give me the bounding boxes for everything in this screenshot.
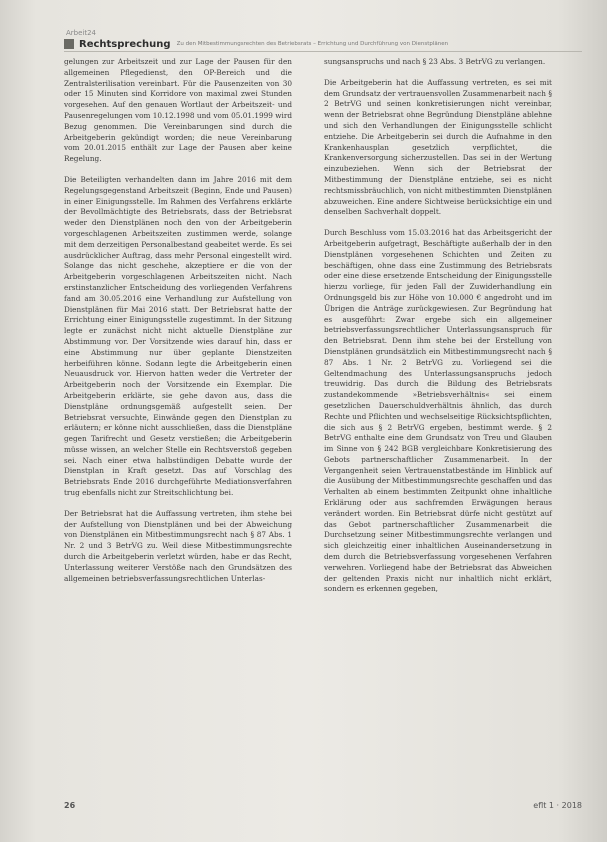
issue-label: eflt 1 · 2018 bbox=[533, 801, 582, 810]
paragraph: Die Arbeitgeberin hat die Auffassung vertreten, es sei mit dem Grundsatz der vertrauensvollen Zusammenarbeit nach § 2 BetrVG und seinen konkretisierungen nicht vereinbar, wenn der Betriebsrat ohne Begründung Dienstpläne ablehne und sich den Verhandlungen der Einigungsstelle schlicht entziehe. Die Arbeitgeberin sei durch die Aufnahme in den Krankenhausplan gesetzlich verpflichtet, die Krankenversorgung sicherzustellen. Das sei in der Wertung einzubeziehen. Wenn sich der Betriebsrat der Mitbestimmung der Dienstpläne entziehe, sei es nicht rechtsmissbräuchlich, von nicht mitbestimmten Dienstplänen abzuweichen. Eine andere Sichtweise berücksichtige ein und denselben Sachverhalt doppelt. bbox=[324, 77, 552, 217]
running-header bbox=[64, 37, 582, 52]
paragraph: Durch Beschluss vom 15.03.2016 hat das Arbeitsgericht der Arbeitgeberin aufgetragt, Beschäftigte außerhalb der in den Dienstplänen vorgesehenen Schichten und Zeiten zu beschäftigen, ohne dass eine Zustimmung des Betriebsrats oder eine diese ersetzende Entscheidung der Einigungsstelle hierzu vorliege, für jeden Fall der Zuwiderhandlung ein Ordnungsgeld bis zur Höhe von 10.000 € angedroht und im Übrigen die Anträge zurückgewiesen. Zur Begründung hat es ausgeführt: Zwar ergebe sich ein allgemeiner betriebsverfassungsrechtlicher Unterlassungsanspruch für den Betriebsrat. Denn ihm stehe bei der Erstellung von Dienstplänen grundsätzlich ein Mitbestimmungsrecht nach § 87 Abs. 1 Nr. 2 BetrVG zu. Vorliegend sei die Geltendmachung des Unterlassungsanspruchs jedoch treuwidrig. Das durch die Bildung des Betriebsrats zustandekommende »Betriebsverhältnis« sei einem gesetzlichen Dauerschuldverhältnis ähnlich, das durch Rechte und Pflichten und wechselseitige Rücksichtspflichten, die sich aus § 2 BetrVG ergeben, bestimmt werde. § 2 BetrVG enthalte eine dem Grundsatz von Treu und Glauben im Sinne von § 242 BGB vergleichbare Konkretisierung des Gebots partnerschaftlicher Zusammenarbeit. In der Vergangenheit seien Vertrauenstatbestände im Hinblick auf die Ausübung der Mitbestimmungsrechte geschaffen und das Verhalten ab einem bestimmten Zeitpunkt ohne inhaltliche Erklärung oder aus sachfremden Erwägungen heraus verändert worden. Ein Betriebsrat dürfe nicht gestützt auf das Gebot partnerschaftlicher Zusammenarbeit die Durchsetzung seiner Mitbestimmungsrechte verlangen und sich gleichzeitig einer inhaltlichen Auseinandersetzung in dem durch die Betriebsverfassung vorgesehenen Verfahren verwehren. Vorliegend habe der Betriebsrat das Abweichen der geltenden Praxis nicht nur inhaltlich nicht erklärt, sondern es erkennen gegeben, bbox=[324, 228, 553, 594]
right-column bbox=[324, 57, 552, 605]
paragraph: gelungen zur Arbeitszeit und zur Lage der Pausen für den allgemeinen Pflegedienst, den OP-Bereich und die Zentralsterilisation vereinbart. Für die Pausenzeiten von 30 oder 15 Minuten sind Korridore von maximal zwei Stunden vorgesehen. Auf den genauen Wortlaut der Arbeitszeit- und Pausenregelungen vom 10.12.1998 und vom 05.01.1999 wird Bezug genommen. Die Vereinbarungen sind durch die Arbeitgeberin gekündigt worden; die neue Vereinbarung vom 20.01.2015 enthält zur Lage der Pausen aber keine Regelung. bbox=[64, 57, 292, 164]
page-number: 26 bbox=[64, 801, 76, 810]
paragraph: Der Betriebsrat hat die Auffassung vertreten, ihm stehe bei der Aufstellung von Dienstplänen und bei der Abweichung von Dienstplänen ein Mitbestimmungsrecht nach § 87 Abs. 1 Nr. 2 und 3 BetrVG zu. Weil diese Mitbestimmungsrechte durch die Arbeitgeberin verletzt würden, habe er das Recht, Unterlassung weiterer Verstöße nach den Grundsätzen des allgemeinen betriebsverfassungsrechtlichen Unterlas- bbox=[64, 508, 292, 583]
left-column bbox=[64, 57, 292, 594]
header-title: Rechtsprechung bbox=[79, 38, 171, 50]
section-label: Arbeit24 bbox=[66, 29, 97, 37]
header-subtitle: Zu den Mitbestimmungsrechten des Betriebsrats – Errichtung und Durchführung von Dienstplänen bbox=[176, 41, 449, 47]
paragraph: sungsanspruchs und nach § 23 Abs. 3 BetrVG zu verlangen. bbox=[324, 57, 546, 66]
paragraph: Die Beteiligten verhandelten dann im Jahre 2016 mit dem Regelungsgegenstand Arbeitszeit (Beginn, Ende und Pausen) in einer Einigungsstelle. Im Rahmen des Verfahrens erklärte der Bevollmächtigte des Betriebsrats, dass der Betriebsrat weder den Dienstplänen noch den von der Arbeitgeberin vorgeschlagenen Arbeitszeiten zustimmen werde, solange mit dem derzeitigen Personalbestand geabeitet werde. Es sei ausdrücklicher Auftrag, dass mehr Personal eingestellt wird. Solange das nicht geschehe, akzeptiere er die von der Arbeitgeberin vorgeschlagenen Arbeitszeiten nicht. Nach erstinstanzlicher Entscheidung des vorliegenden Verfahrens fand am 30.05.2016 eine Verhandlung zur Aufstellung von Dienstplänen für Mai 2016 statt. Der Betriebsrat hatte der Errichtung einer Einigungsstelle zugestimmt. In der Sitzung legte er zunächst nicht nicht aktuelle Dienstpläne zur Abstimmung vor. Der Vorsitzende wies darauf hin, dass er eine Abstimmung nur über geplante Dienstzeiten herbeiführen könne. Sodann legte die Arbeitgeberin einen Neuausdruck vor. Hiervon hatten weder die Vertreter der Arbeitgeberin noch der Vorsitzende ein Exemplar. Die Arbeitgeberin erklärte, sie gehe davon aus, dass die Dienstpläne ordnungsgemäß aufgestellt seien. Der Betriebsrat versuchte, Einwände gegen den Dienstplan zu erläutern; er könne nicht ausschließen, dass die Dienstpläne gegen Tarifrecht und Gesetz verstießen; die Arbeitgeberin müsse wissen, an welcher Stelle ein Rechtsverstoß gegeben sei. Nach einer etwa halbstündigen Debatte wurde der Dienstplan in Kraft gesetzt. Das auf Vorschlag des Betriebsrats Ende 2016 durchgeführte Mediationsverfahren trug ebenfalls nicht zur Streitschlichtung bei. bbox=[64, 174, 292, 498]
header-marker-icon bbox=[64, 39, 74, 49]
